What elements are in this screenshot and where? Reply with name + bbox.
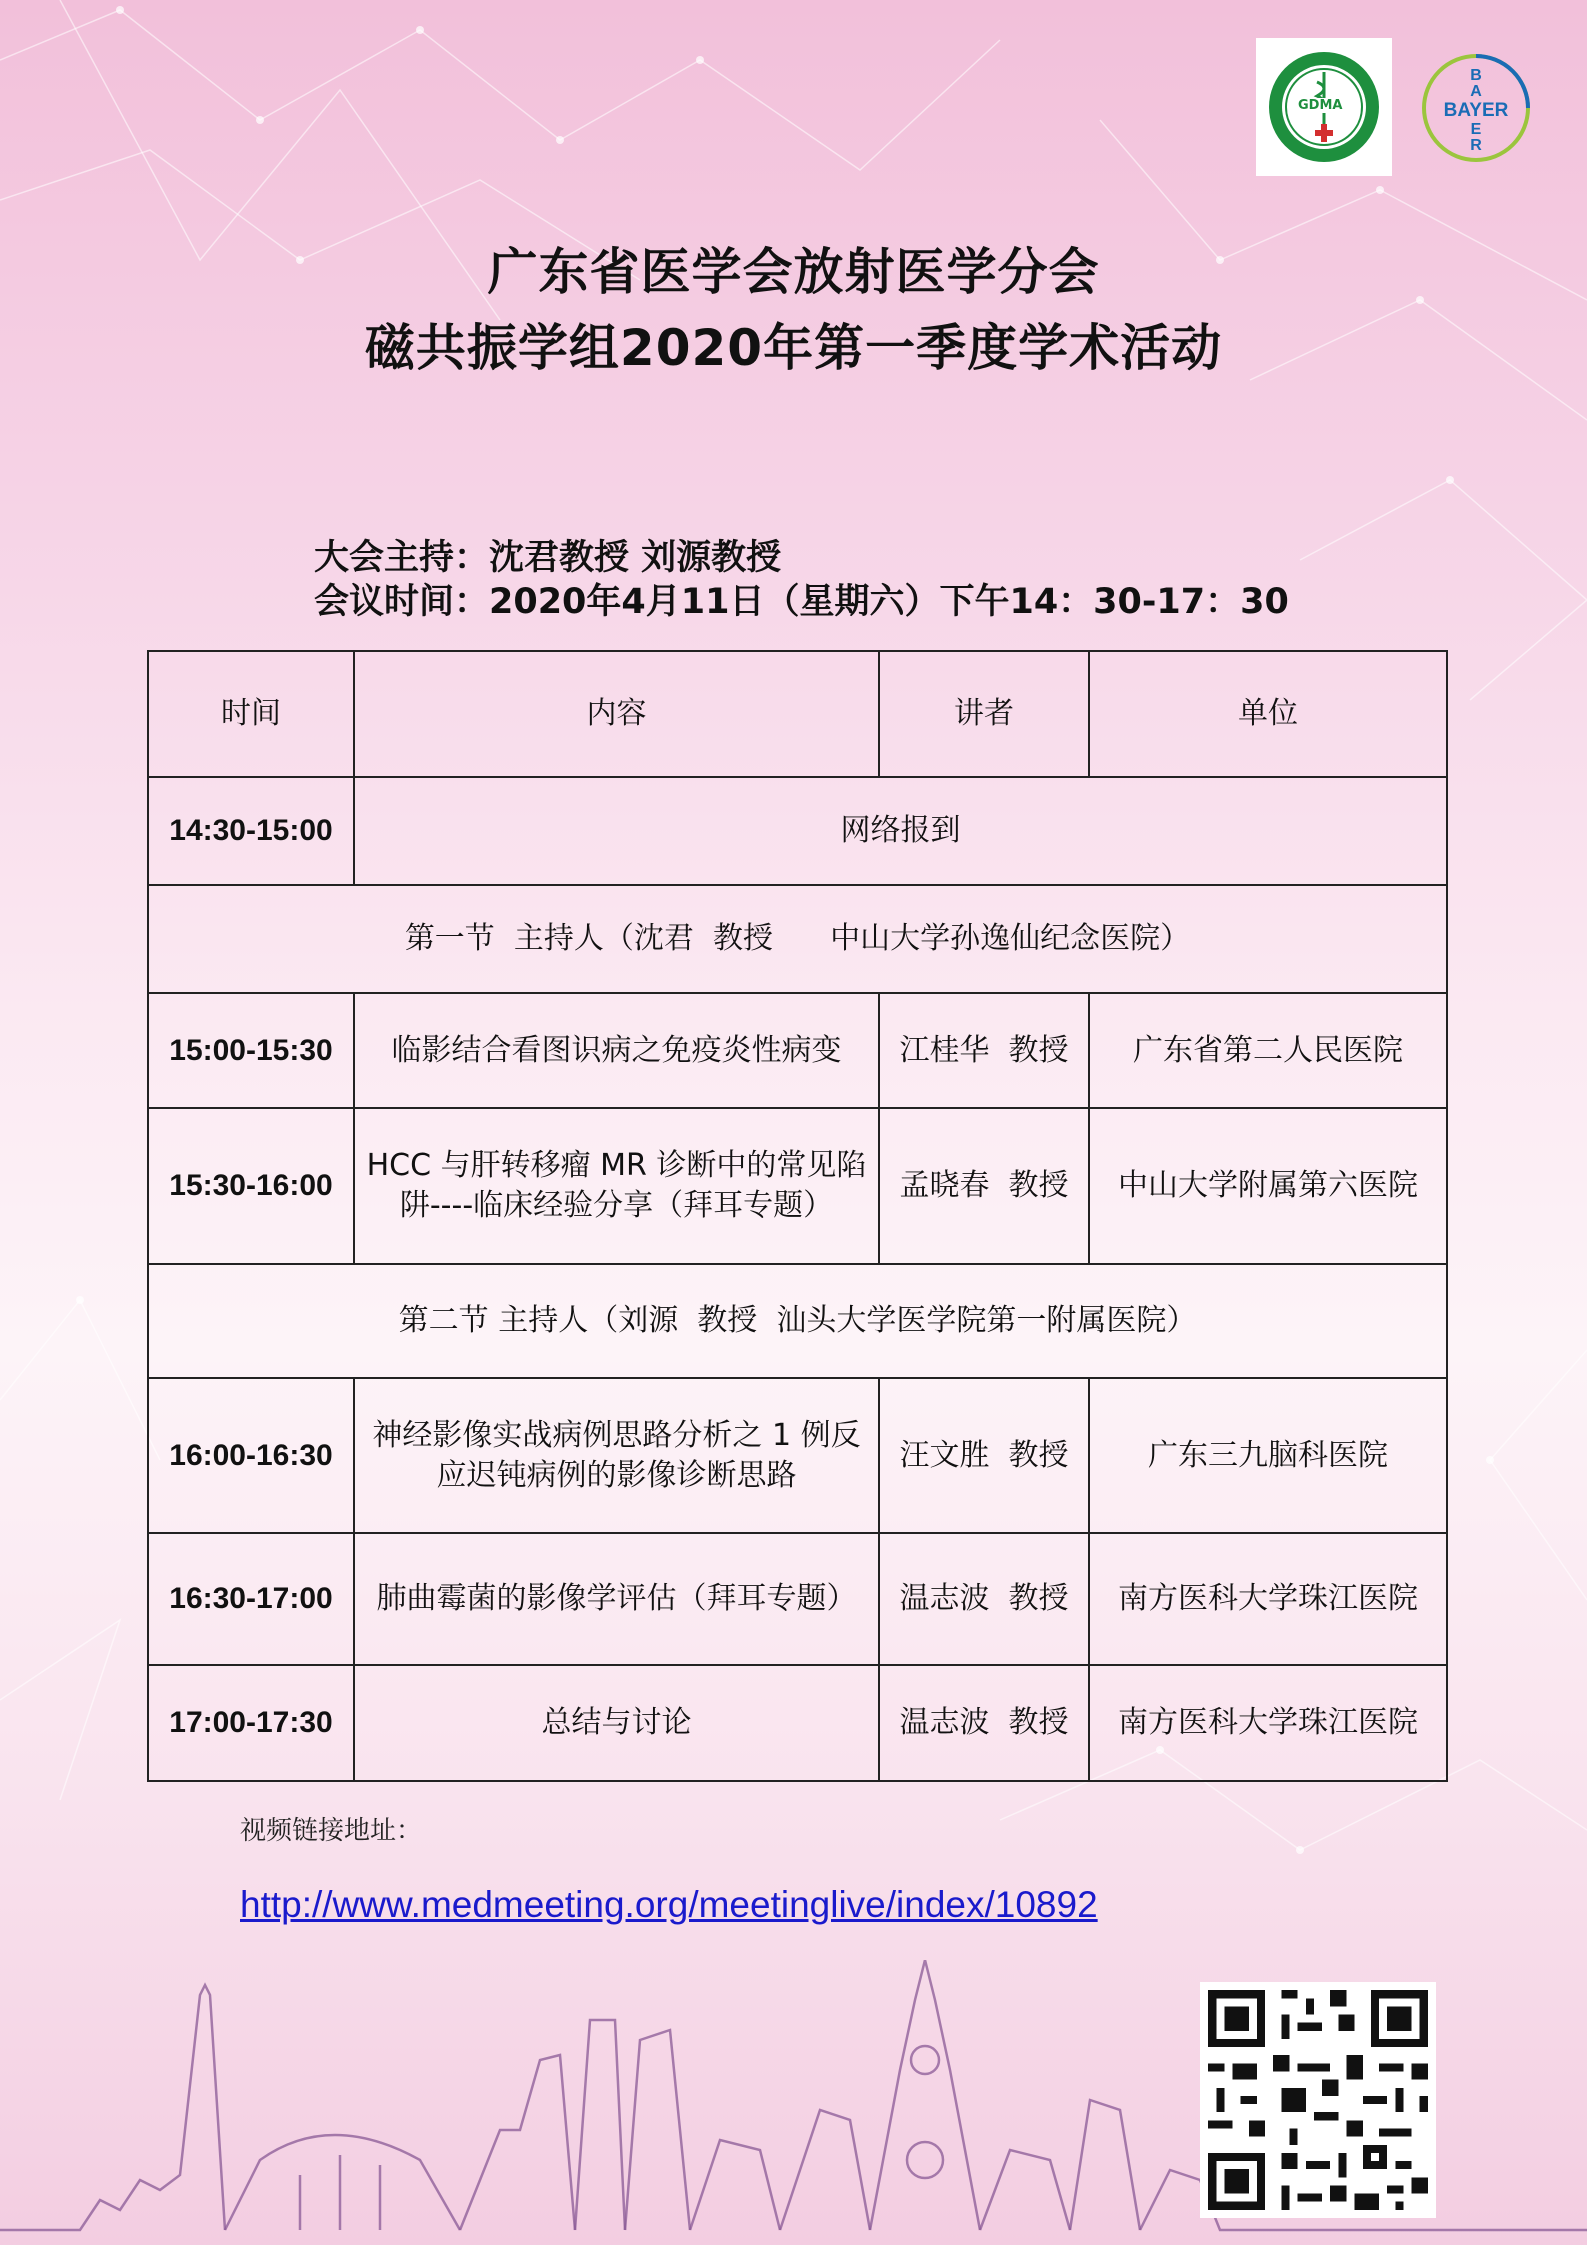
table-row <box>148 1108 1447 1264</box>
svg-text:B: B <box>1470 67 1482 84</box>
table-row <box>148 993 1447 1108</box>
unit-cell: 南方医科大学珠江医院 <box>1089 1533 1447 1665</box>
time-cell: 15:30-16:00 <box>148 1108 354 1264</box>
bayer-logo <box>1420 52 1532 164</box>
speaker-cell: 江桂华 教授 <box>879 993 1089 1108</box>
table-header-cell: 讲者 <box>879 651 1089 777</box>
gdma-logo <box>1256 38 1392 176</box>
time-cell: 14:30-15:00 <box>148 777 354 885</box>
speaker-cell: 汪文胜 教授 <box>879 1378 1089 1533</box>
time-cell: 17:00-17:30 <box>148 1665 354 1781</box>
speaker-cell: 孟晓春 教授 <box>879 1108 1089 1264</box>
section-host-cell: 第一节 主持人（沈君 教授 中山大学孙逸仙纪念医院） <box>148 885 1447 993</box>
table-header-cell: 内容 <box>354 651 879 777</box>
time-cell: 15:00-15:30 <box>148 993 354 1108</box>
schedule-table <box>147 650 1448 1782</box>
meeting-time: 会议时间：2020年4月11日（星期六）下午14：30-17：30 <box>314 582 1289 622</box>
table-row <box>148 777 1447 885</box>
section-row <box>148 885 1447 993</box>
video-link-label: 视频链接地址： <box>240 1816 423 1846</box>
content-cell: 神经影像实战病例思路分析之 1 例反应迟钝病例的影像诊断思路 <box>354 1378 879 1533</box>
content-cell: 肺曲霉菌的影像学评估（拜耳专题） <box>354 1533 879 1665</box>
table-header-cell: 时间 <box>148 651 354 777</box>
gdma-logo-text: GDMA <box>1298 98 1343 113</box>
content-cell: 临影结合看图识病之免疫炎性病变 <box>354 993 879 1108</box>
page-title-line1: 广东省医学会放射医学分会 <box>487 243 1100 301</box>
svg-text:BAYER: BAYER <box>1443 100 1509 121</box>
speaker-cell: 温志波 教授 <box>879 1533 1089 1665</box>
unit-cell: 广东三九脑科医院 <box>1089 1378 1447 1533</box>
svg-text:A: A <box>1470 83 1482 100</box>
table-row <box>148 1378 1447 1533</box>
table-header-cell: 单位 <box>1089 651 1447 777</box>
table-header-row <box>148 651 1447 777</box>
speaker-cell: 温志波 教授 <box>879 1665 1089 1781</box>
content-cell: HCC 与肝转移瘤 MR 诊断中的常见陷阱----临床经验分享（拜耳专题） <box>354 1108 879 1264</box>
video-link[interactable]: http://www.medmeeting.org/meetinglive/index/10892 <box>240 1884 1098 1925</box>
time-cell: 16:30-17:00 <box>148 1533 354 1665</box>
unit-cell: 广东省第二人民医院 <box>1089 993 1447 1108</box>
svg-text:R: R <box>1470 137 1482 154</box>
unit-cell: 中山大学附属第六医院 <box>1089 1108 1447 1264</box>
content-cell: 网络报到 <box>354 777 1447 885</box>
table-row <box>148 1533 1447 1665</box>
page-title-line2: 磁共振学组2020年第一季度学术活动 <box>364 319 1223 377</box>
section-row <box>148 1264 1447 1378</box>
unit-cell: 南方医科大学珠江医院 <box>1089 1665 1447 1781</box>
table-row <box>148 1665 1447 1781</box>
section-host-cell: 第二节 主持人（刘源 教授 汕头大学医学院第一附属医院） <box>148 1264 1447 1378</box>
qr-code <box>1200 1982 1436 2218</box>
time-cell: 16:00-16:30 <box>148 1378 354 1533</box>
meeting-host: 大会主持：沈君教授 刘源教授 <box>314 538 782 578</box>
content-cell: 总结与讨论 <box>354 1665 879 1781</box>
svg-text:E: E <box>1470 121 1482 138</box>
